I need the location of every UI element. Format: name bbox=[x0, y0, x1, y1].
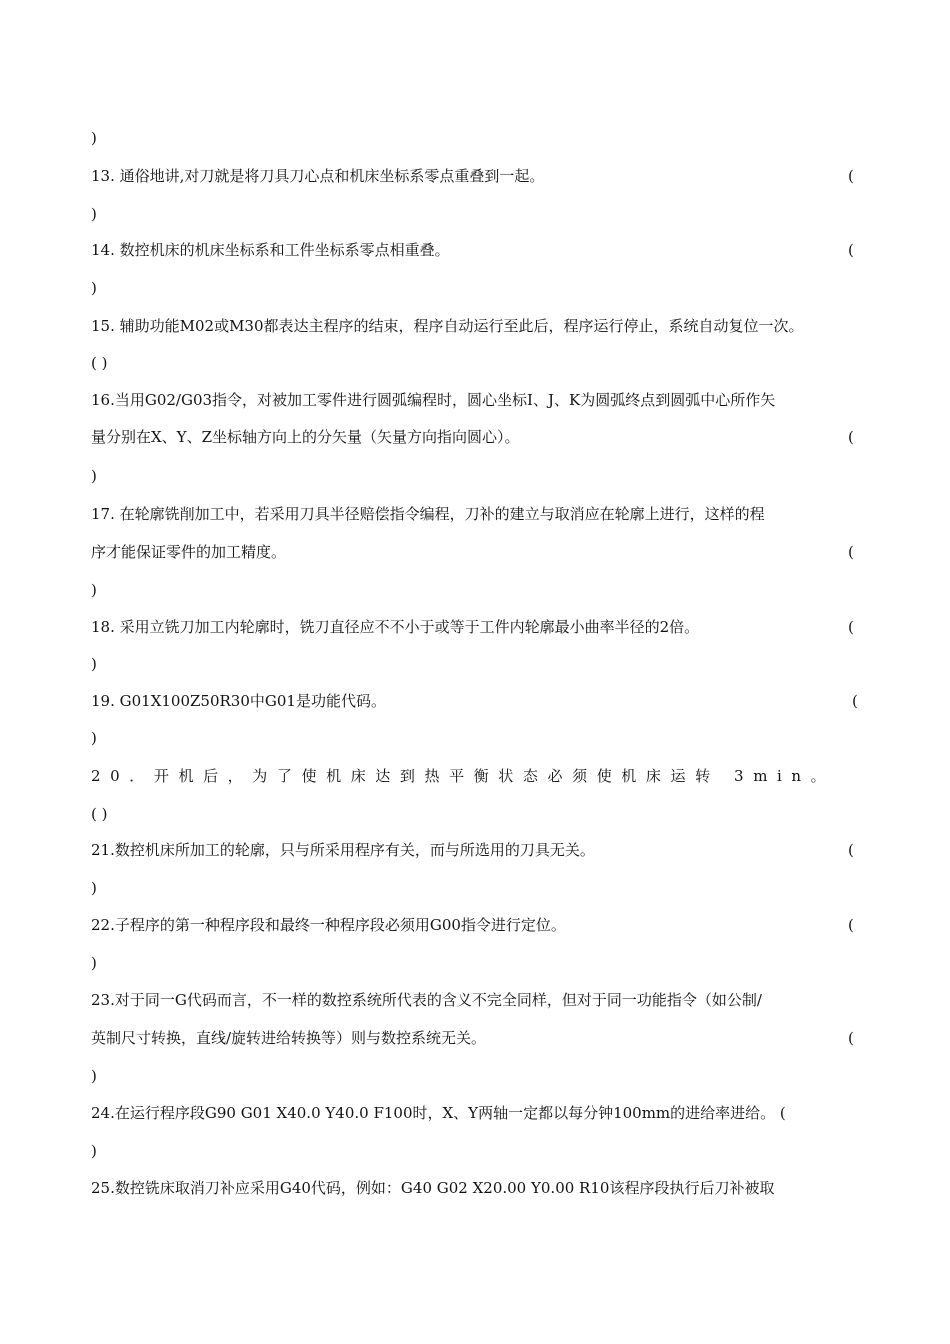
answer-paren-open: ( bbox=[848, 916, 854, 934]
answer-paren-open: ( bbox=[848, 543, 854, 561]
question-23-cont: 英制尺寸转换，直线/旋转进给转换等）则与数控系统无关。 bbox=[91, 1029, 487, 1047]
answer-paren-open: ( bbox=[848, 1029, 854, 1047]
question-20: 20．开机后，为了使机床达到热平衡状态必须使机床运转 3min。 bbox=[91, 767, 836, 785]
answer-paren-close: ) bbox=[91, 581, 97, 599]
answer-paren-open: ( bbox=[848, 428, 854, 446]
answer-paren-close: ) bbox=[91, 279, 97, 297]
answer-paren-close: ) bbox=[91, 655, 97, 673]
answer-paren-close: ) bbox=[91, 954, 97, 972]
answer-paren-close: ) bbox=[91, 1142, 97, 1160]
answer-parens: ( ) bbox=[91, 354, 108, 372]
question-14: 14. 数控机床的机床坐标系和工件坐标系零点相重叠。 bbox=[91, 241, 450, 259]
question-13: 13. 通俗地讲,对刀就是将刀具刀心点和机床坐标系零点重叠到一起。 bbox=[91, 167, 545, 185]
question-25: 25.数控铣床取消刀补应采用G40代码，例如：G40 G02 X20.00 Y0.00 R10该程序段执行后刀补被取 bbox=[91, 1179, 775, 1197]
answer-paren-close: ) bbox=[91, 879, 97, 897]
question-15: 15. 辅助功能M02或M30都表达主程序的结束，程序自动运行至此后，程序运行停止，系统自动复位一次。 bbox=[91, 317, 804, 335]
question-21: 21.数控机床所加工的轮廓，只与所采用程序有关，而与所选用的刀具无关。 bbox=[91, 841, 595, 859]
answer-paren-close: ) bbox=[91, 205, 97, 223]
answer-paren-open: ( bbox=[848, 167, 854, 185]
question-24: 24.在运行程序段G90 G01 X40.0 Y40.0 F100时，X、Y两轴一定都以每分钟100mm的进给率进给。 ( bbox=[91, 1104, 786, 1122]
answer-paren-open: ( bbox=[848, 241, 854, 259]
question-18: 18. 采用立铣刀加工内轮廓时，铣刀直径应不不小于或等于工件内轮廓最小曲率半径的2倍。 bbox=[91, 618, 700, 636]
text-line: ) bbox=[91, 129, 97, 147]
question-22: 22.子程序的第一种程序段和最终一种程序段必须用G00指令进行定位。 bbox=[91, 916, 566, 934]
question-16: 16.当用G02/G03指令，对被加工零件进行圆弧编程时，圆心坐标I、J、K为圆弧终点到圆弧中心所作矢 bbox=[91, 391, 776, 409]
answer-paren-close: ) bbox=[91, 467, 97, 485]
question-17-cont: 序才能保证零件的加工精度。 bbox=[91, 543, 287, 561]
answer-paren-close: ) bbox=[91, 729, 97, 747]
answer-paren-open: ( bbox=[848, 841, 854, 859]
answer-paren-close: ) bbox=[91, 1067, 97, 1085]
answer-paren-open: ( bbox=[848, 618, 854, 636]
answer-paren-open: ( bbox=[852, 692, 858, 710]
question-19: 19. G01X100Z50R30中G01是功能代码。 bbox=[91, 692, 386, 710]
question-17: 17. 在轮廓铣削加工中，若采用刀具半径赔偿指令编程，刀补的建立与取消应在轮廓上进行，这样的程 bbox=[91, 505, 765, 523]
question-16-cont: 量分别在X、Y、Z坐标轴方向上的分矢量（矢量方向指向圆心）。 bbox=[91, 428, 520, 446]
question-23: 23.对于同一G代码而言，不一样的数控系统所代表的含义不完全同样，但对于同一功能指令（如公制/ bbox=[91, 991, 762, 1009]
answer-parens: ( ) bbox=[91, 805, 108, 823]
